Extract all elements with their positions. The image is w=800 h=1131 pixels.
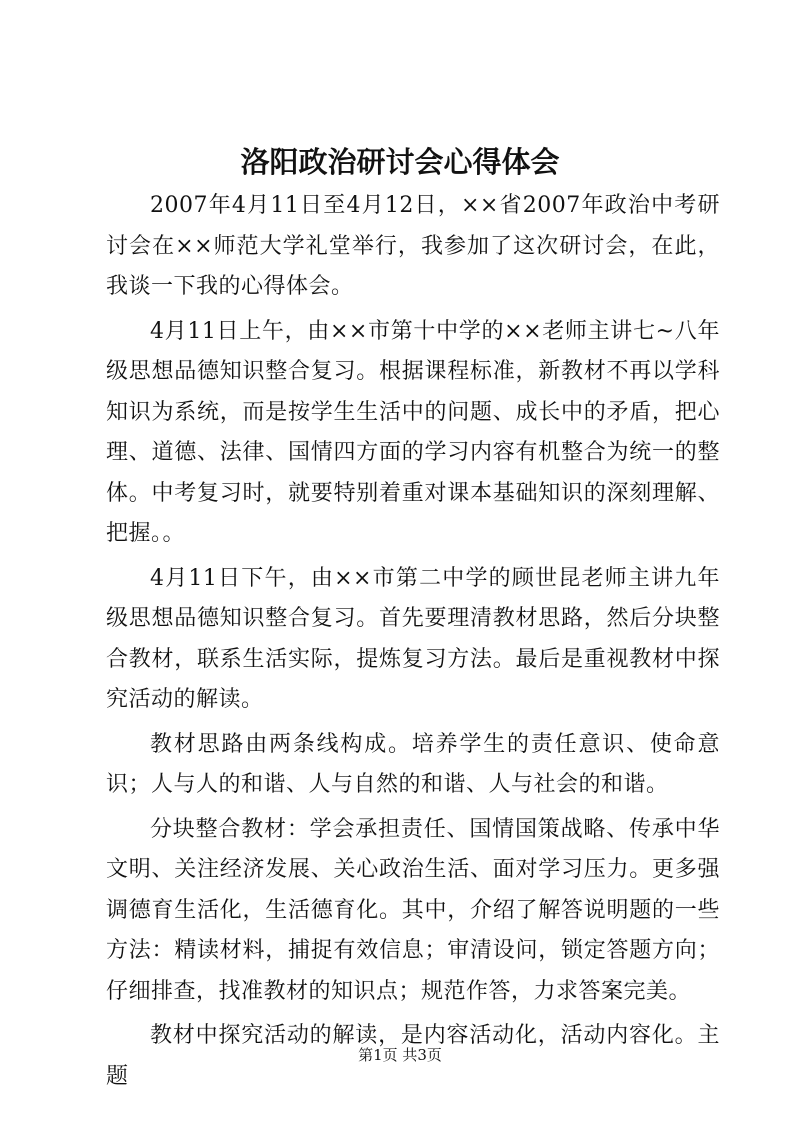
page-number-footer: 第1页 共3页 [358, 1046, 442, 1064]
document-body [106, 186, 720, 1101]
paragraph-1: 2007年4月11日至4月12日，××省2007年政治中考研讨会在××师范大学礼堂举行，我参加了这次研讨会，在此，我谈一下我的心得体会。 [106, 193, 720, 299]
paragraph-2: 4月11日上午，由××市第十中学的××老师主讲七~八年级思想品德知识整合复习。根据课程标准，新教材不再以学科知识为系统，而是按学生生活中的问题、成长中的矛盾，把心理、道德、法律、国情四方面的学习内容有机整合为统一的整体。中考复习时，就要特别着重对课本基础知识的深刻理解、把握。。 [106, 318, 720, 546]
paragraph-4: 教材思路由两条线构成。培养学生的责任意识、使命意识；人与人的和谐、人与自然的和谐、人与社会的和谐。 [106, 731, 720, 797]
paragraph-6: 教材中探究活动的解读，是内容活动化，活动内容化。主题 [106, 1023, 720, 1089]
paragraph-3: 4月11日下午，由××市第二中学的顾世昆老师主讲九年级思想品德知识整合复习。首先要理清教材思路，然后分块整合教材，联系生活实际，提炼复习方法。最后是重视教材中探究活动的解读。 [106, 565, 720, 712]
paragraph-5: 分块整合教材：学会承担责任、国情国策战略、传承中华文明、关注经济发展、关心政治生活、面对学习压力。更多强调德育生活化，生活德育化。其中，介绍了解答说明题的一些方法：精读材料，捕捉有效信息；审清设问，锁定答题方向；仔细排查，找准教材的知识点；规范作答，力求答案完美。 [106, 816, 720, 1004]
page-title: 洛阳政治研讨会心得体会 [240, 145, 560, 179]
